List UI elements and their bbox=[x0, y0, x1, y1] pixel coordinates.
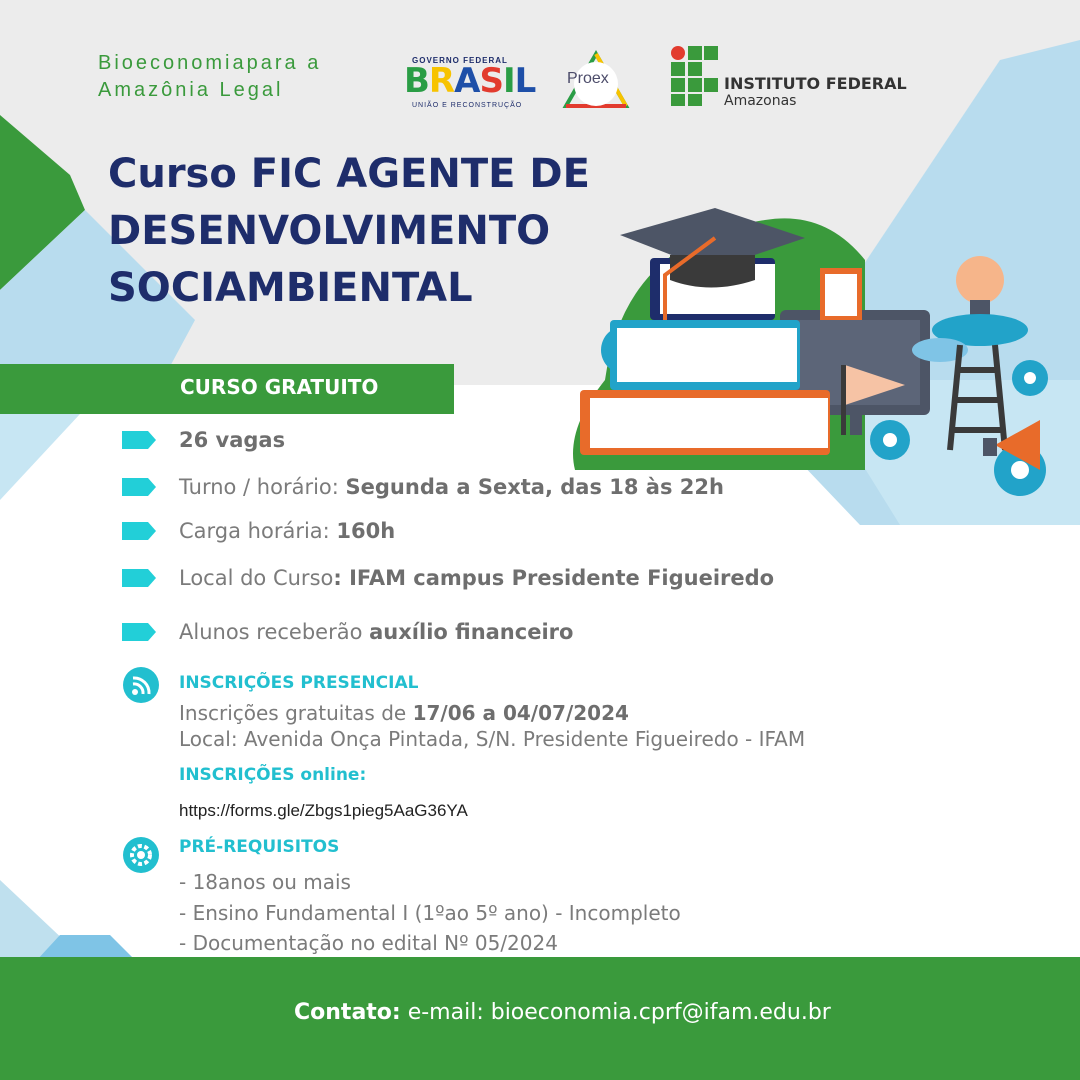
if-logo-unit: Amazonas bbox=[724, 93, 797, 109]
requisito-item: - Ensino Fundamental I (1ºao 5º ano) - Incompleto bbox=[179, 901, 681, 925]
tag-arrow-icon bbox=[122, 478, 156, 496]
online-heading: INSCRIÇÕES online: bbox=[179, 765, 367, 785]
presencial-dates bbox=[179, 701, 629, 726]
carga-label: Carga horária: bbox=[179, 519, 337, 543]
badge-label: CURSO GRATUITO bbox=[180, 375, 379, 399]
education-illustration bbox=[565, 200, 1065, 500]
rss-icon bbox=[123, 667, 159, 703]
requisito-item: - Documentação no edital Nº 05/2024 bbox=[179, 931, 558, 955]
tag-arrow-icon bbox=[122, 431, 156, 449]
contact-label: Contato: bbox=[294, 1000, 401, 1025]
requisitos-heading: PRÉ-REQUISITOS bbox=[179, 837, 340, 857]
carga-value: 160h bbox=[336, 519, 396, 543]
bg-blue-left-lower bbox=[0, 414, 80, 500]
ladder-icon bbox=[950, 345, 1005, 450]
tag-arrow-icon bbox=[122, 522, 156, 540]
vagas-value: 26 vagas bbox=[179, 428, 286, 452]
free-course-badge bbox=[0, 364, 454, 414]
course-title: Curso FIC AGENTE DE DESENVOLVIMENTO SOCIAMBIENTAL bbox=[108, 151, 590, 311]
if-logo-name: INSTITUTO FEDERAL bbox=[724, 74, 907, 93]
gov-logo-top: GOVERNO FEDERAL bbox=[412, 56, 508, 65]
contact-email[interactable]: e-mail: bioeconomia.cprf@ifam.edu.br bbox=[400, 1000, 831, 1025]
local-value: : IFAM campus Presidente Figueiredo bbox=[333, 566, 775, 590]
if-logo-icon bbox=[670, 45, 720, 107]
clipboard-icon bbox=[820, 268, 862, 320]
gear-icon bbox=[123, 837, 159, 873]
tag-arrow-icon bbox=[122, 623, 156, 641]
aux-label: Alunos receberão bbox=[179, 620, 370, 644]
proex-logo-text: Proex bbox=[567, 70, 609, 87]
gear-icon bbox=[1012, 360, 1048, 396]
presencial-heading: INSCRIÇÕES PRESENCIAL bbox=[179, 673, 419, 693]
tagline: Bioeconomiapara a Amazônia Legal bbox=[98, 52, 322, 101]
tag-arrow-icon bbox=[122, 569, 156, 587]
aux-value: auxílio financeiro bbox=[369, 620, 574, 644]
turno-label: Turno / horário: bbox=[179, 475, 346, 499]
lightbulb-icon bbox=[956, 256, 1004, 318]
contact-line bbox=[294, 1000, 831, 1025]
online-form-link[interactable]: https://forms.gle/Zbgs1pieg5AaG36YA bbox=[179, 801, 468, 820]
local-label: Local do Curso bbox=[179, 566, 334, 590]
gov-logo-brand: BRASIL bbox=[404, 61, 536, 101]
gratuitas-value: 17/06 a 04/07/2024 bbox=[412, 701, 629, 725]
requisito-item: - 18anos ou mais bbox=[179, 870, 351, 894]
presencial-local: Local: Avenida Onça Pintada, S/N. Presidente Figueiredo - IFAM bbox=[179, 727, 806, 751]
gear-icon bbox=[870, 420, 910, 460]
turno-value: Segunda a Sexta, das 18 às 22h bbox=[345, 475, 724, 499]
gov-logo-sub: UNIÃO E RECONSTRUÇÃO bbox=[412, 102, 523, 109]
gratuitas-label: Inscrições gratuitas de bbox=[179, 701, 413, 725]
